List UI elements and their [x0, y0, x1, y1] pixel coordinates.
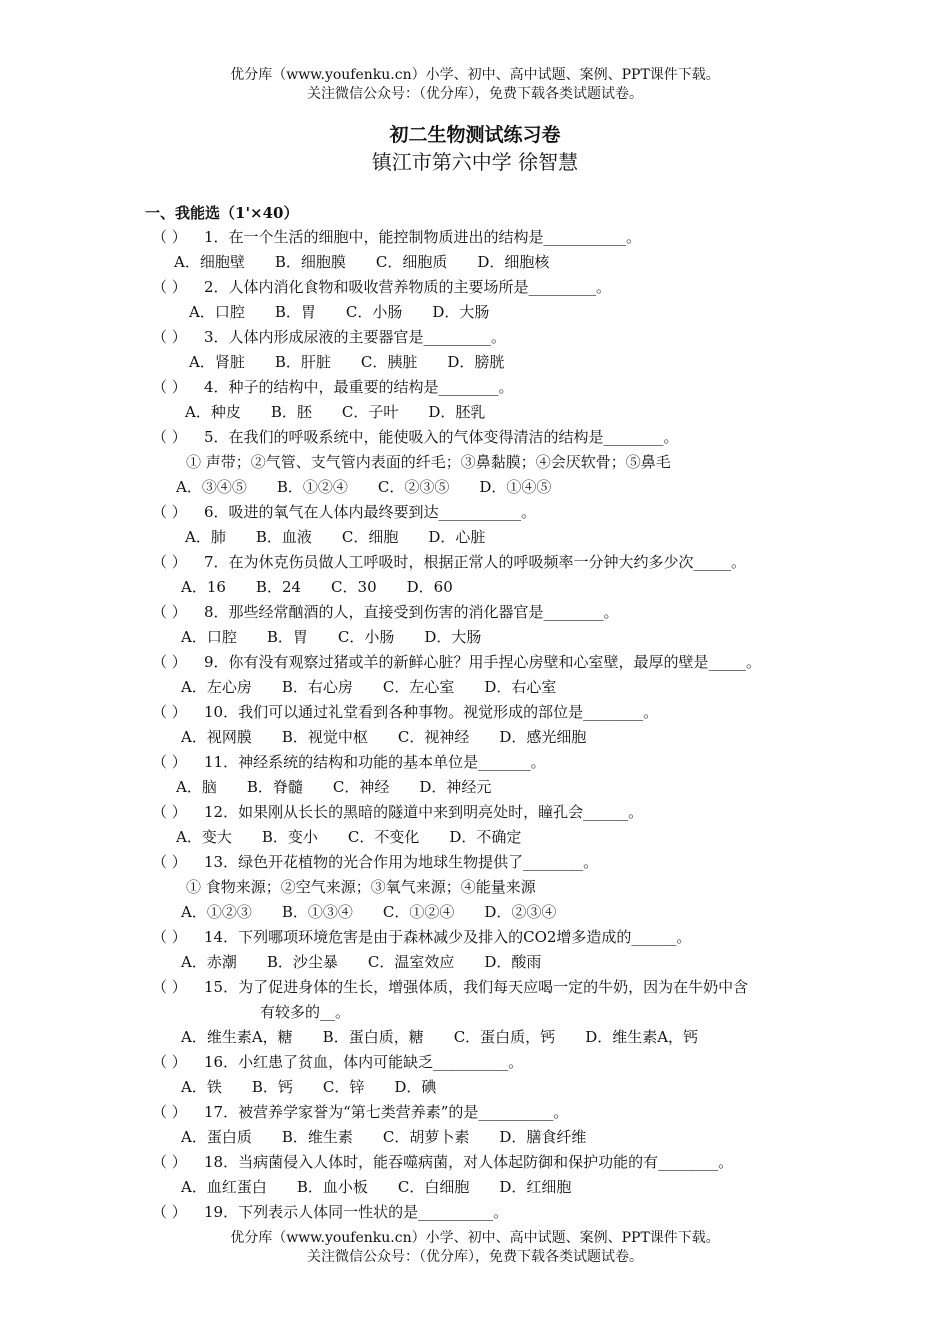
- question-text: 18．当病菌侵入人体时，能吞噬病菌，对人体起防御和保护功能的有________。: [204, 1153, 734, 1171]
- option-a[interactable]: A．16: [181, 578, 226, 596]
- question-7: [152, 550, 872, 575]
- option-d[interactable]: D．胚乳: [428, 403, 486, 421]
- option-row: [152, 1075, 872, 1100]
- option-row: [152, 475, 872, 500]
- option-b[interactable]: B．胚: [270, 403, 312, 421]
- option-a[interactable]: A．维生素A，糖: [181, 1028, 293, 1046]
- section-title: 一、我能选（1'×40）: [145, 204, 299, 222]
- option-row: [152, 725, 872, 750]
- option-a[interactable]: A．视网膜: [181, 728, 252, 746]
- option-d[interactable]: D．神经元: [419, 778, 492, 796]
- page-header: [0, 66, 950, 104]
- question-text: 5．在我们的呼吸系统中，能使吸入的气体变得清洁的结构是________。: [204, 428, 679, 446]
- question-text: 2．人体内消化食物和吸收营养物质的主要场所是_________。: [204, 278, 612, 296]
- option-b[interactable]: B．蛋白质，糖: [322, 1028, 424, 1046]
- option-c[interactable]: C．30: [331, 578, 377, 596]
- question-text: 12．如果刚从长长的黑暗的隧道中来到明亮处时，瞳孔会______。: [204, 803, 644, 821]
- question-text: 14．下列哪项环境危害是由于森林减少及排入的CO2增多造成的______。: [204, 928, 692, 946]
- answer-blank[interactable]: （ ）: [152, 328, 187, 346]
- option-c[interactable]: C．神经: [332, 778, 390, 796]
- option-b[interactable]: B．维生素: [281, 1128, 353, 1146]
- option-d[interactable]: D．膳食纤维: [499, 1128, 587, 1146]
- answer-blank[interactable]: （ ）: [152, 1153, 187, 1171]
- option-d[interactable]: D．①④⑤: [479, 478, 552, 496]
- option-row: [152, 900, 872, 925]
- option-a[interactable]: A．①②③: [181, 903, 252, 921]
- question-1: [152, 225, 872, 250]
- answer-blank[interactable]: （ ）: [152, 1053, 187, 1071]
- option-c[interactable]: C．②③⑤: [377, 478, 450, 496]
- question-text: 16．小红患了贫血，体内可能缺乏__________。: [204, 1053, 524, 1071]
- answer-blank[interactable]: （ ）: [152, 603, 187, 621]
- option-row: [152, 1025, 872, 1050]
- page-subtitle: 镇江市第六中学 徐智慧: [371, 150, 579, 174]
- question-continuation: 有较多的__。: [260, 1003, 351, 1021]
- option-b[interactable]: B．血小板: [296, 1178, 368, 1196]
- answer-blank[interactable]: （ ）: [152, 978, 187, 996]
- option-a[interactable]: A．细胞壁: [174, 253, 245, 271]
- option-c[interactable]: C．胰脏: [360, 353, 418, 371]
- question-10: [152, 700, 872, 725]
- option-d[interactable]: D．碘: [394, 1078, 437, 1096]
- option-a[interactable]: A．血红蛋白: [181, 1178, 267, 1196]
- option-c[interactable]: C．胡萝卜素: [382, 1128, 470, 1146]
- option-row: [152, 300, 872, 325]
- question-text: 1．在一个生活的细胞中，能控制物质进出的结构是___________。: [204, 228, 642, 246]
- option-d[interactable]: D．红细胞: [499, 1178, 572, 1196]
- question-4: [152, 375, 872, 400]
- answer-blank[interactable]: （ ）: [152, 753, 187, 771]
- option-b[interactable]: B．①③④: [281, 903, 353, 921]
- answer-blank[interactable]: （ ）: [152, 653, 187, 671]
- option-c[interactable]: C．左心室: [382, 678, 455, 696]
- option-c[interactable]: C．视神经: [397, 728, 470, 746]
- option-b[interactable]: B．胃: [274, 303, 316, 321]
- option-row: [152, 775, 872, 800]
- option-c[interactable]: C．不变化: [347, 828, 420, 846]
- option-d[interactable]: D．60: [406, 578, 453, 596]
- header-line-2: 关注微信公众号：（优分库），免费下载各类试题试卷。: [307, 86, 643, 102]
- option-d[interactable]: D．②③④: [484, 903, 557, 921]
- option-d[interactable]: D．膀胱: [447, 353, 505, 371]
- option-b[interactable]: B．脊髓: [246, 778, 303, 796]
- question-text: 4．种子的结构中，最重要的结构是________。: [204, 378, 514, 396]
- option-c[interactable]: C．子叶: [341, 403, 399, 421]
- option-b[interactable]: B．24: [255, 578, 302, 596]
- question-6: [152, 500, 872, 525]
- answer-blank[interactable]: （ ）: [152, 1103, 187, 1121]
- option-b[interactable]: B．胃: [266, 628, 308, 646]
- question-16: [152, 1050, 872, 1075]
- question-list: [152, 225, 872, 1225]
- option-d[interactable]: D．感光细胞: [499, 728, 587, 746]
- question-text: 17．被营养学家誉为“第七类营养素”的是__________。: [204, 1103, 569, 1121]
- option-b[interactable]: B．变小: [261, 828, 318, 846]
- option-b[interactable]: B．①②④: [276, 478, 348, 496]
- option-row: [152, 675, 872, 700]
- answer-blank[interactable]: （ ）: [152, 428, 187, 446]
- option-a[interactable]: A．③④⑤: [176, 478, 247, 496]
- question-15: [152, 975, 872, 1000]
- page-title: 初二生物测试练习卷: [389, 124, 561, 146]
- question-text: 9．你有没有观察过猪或羊的新鲜心脏？用手捏心房壁和心室壁，最厚的壁是_____。: [204, 653, 762, 671]
- option-d[interactable]: D．大肠: [432, 303, 490, 321]
- option-d[interactable]: D．酸雨: [484, 953, 542, 971]
- option-a[interactable]: A．变大: [176, 828, 232, 846]
- question-text: 15．为了促进身体的生长，增强体质，我们每天应喝一定的牛奶，因为在牛奶中含: [204, 978, 749, 996]
- answer-blank[interactable]: （ ）: [152, 503, 187, 521]
- option-b[interactable]: B．血液: [255, 528, 312, 546]
- header-line-1: 优分库（www.youfenku.cn）小学、初中、高中试题、案例、PPT课件下载。: [230, 67, 720, 83]
- question-17: [152, 1100, 872, 1125]
- option-c[interactable]: C．细胞质: [375, 253, 448, 271]
- option-row: [152, 400, 872, 425]
- option-b[interactable]: B．肝脏: [274, 353, 331, 371]
- option-a[interactable]: A．肾脏: [189, 353, 245, 371]
- option-a[interactable]: A．种皮: [185, 403, 241, 421]
- question-statements: ① 食物来源；②空气来源；③氧气来源；④能量来源: [186, 878, 536, 896]
- answer-blank[interactable]: （ ）: [152, 703, 187, 721]
- option-b[interactable]: B．细胞膜: [274, 253, 346, 271]
- question-8: [152, 600, 872, 625]
- option-c[interactable]: C．蛋白质，钙: [453, 1028, 556, 1046]
- question-19: [152, 1200, 872, 1225]
- question-text: 7．在为休克伤员做人工呼吸时，根据正常人的呼吸频率一分钟大约多少次_____。: [204, 553, 747, 571]
- option-a[interactable]: A．左心房: [181, 678, 252, 696]
- option-row: [152, 825, 872, 850]
- option-c[interactable]: C．小肠: [345, 303, 403, 321]
- option-d[interactable]: D．右心室: [484, 678, 557, 696]
- option-d[interactable]: D．不确定: [449, 828, 522, 846]
- question-text: 11．神经系统的结构和功能的基本单位是_______。: [204, 753, 546, 771]
- option-c[interactable]: C．①②④: [382, 903, 455, 921]
- question-text: 8．那些经常酗酒的人，直接受到伤害的消化器官是________。: [204, 603, 619, 621]
- option-row: [152, 1175, 872, 1200]
- option-b[interactable]: B．视觉中枢: [281, 728, 368, 746]
- question-11: [152, 750, 872, 775]
- question-text: 13．绿色开花植物的光合作用为地球生物提供了________。: [204, 853, 599, 871]
- answer-blank[interactable]: （ ）: [152, 228, 187, 246]
- answer-blank[interactable]: （ ）: [152, 278, 187, 296]
- footer-line-1: 优分库（www.youfenku.cn）小学、初中、高中试题、案例、PPT课件下载。: [230, 1230, 720, 1246]
- option-a[interactable]: A．铁: [181, 1078, 222, 1096]
- option-row: [152, 625, 872, 650]
- question-18: [152, 1150, 872, 1175]
- page-footer: [0, 1229, 950, 1267]
- question-3: [152, 325, 872, 350]
- question-5: [152, 425, 872, 450]
- question-13: [152, 850, 872, 875]
- option-b[interactable]: B．右心房: [281, 678, 353, 696]
- option-b[interactable]: B．钙: [251, 1078, 293, 1096]
- answer-blank[interactable]: （ ）: [152, 803, 187, 821]
- option-a[interactable]: A．赤潮: [181, 953, 237, 971]
- answer-blank[interactable]: （ ）: [152, 928, 187, 946]
- option-c[interactable]: C．细胞: [341, 528, 399, 546]
- option-c[interactable]: C．温室效应: [367, 953, 455, 971]
- option-a[interactable]: A．肺: [185, 528, 226, 546]
- question-text: 6．吸进的氧气在人体内最终要到达___________。: [204, 503, 537, 521]
- question-text: 3．人体内形成尿液的主要器官是_________。: [204, 328, 507, 346]
- question-text: 19．下列表示人体同一性状的是__________。: [204, 1203, 509, 1221]
- answer-blank[interactable]: （ ）: [152, 1203, 187, 1221]
- question-statements: ① 声带；②气管、支气管内表面的纤毛；③鼻黏膜；④会厌软骨；⑤鼻毛: [186, 453, 671, 471]
- option-a[interactable]: A．口腔: [189, 303, 245, 321]
- option-a[interactable]: A．脑: [176, 778, 217, 796]
- answer-blank[interactable]: （ ）: [152, 553, 187, 571]
- question-14: [152, 925, 872, 950]
- option-a[interactable]: A．蛋白质: [181, 1128, 252, 1146]
- answer-blank[interactable]: （ ）: [152, 853, 187, 871]
- option-row: [152, 250, 872, 275]
- option-row: [152, 350, 872, 375]
- answer-blank[interactable]: （ ）: [152, 378, 187, 396]
- option-row: [152, 575, 872, 600]
- option-c[interactable]: C．锌: [322, 1078, 365, 1096]
- option-row: [152, 1125, 872, 1150]
- option-d[interactable]: D．维生素A，钙: [585, 1028, 699, 1046]
- option-row: [152, 950, 872, 975]
- question-9: [152, 650, 872, 675]
- option-d[interactable]: D．细胞核: [477, 253, 550, 271]
- option-d[interactable]: D．心脏: [428, 528, 486, 546]
- option-c[interactable]: C．小肠: [337, 628, 395, 646]
- footer-line-2: 关注微信公众号：（优分库），免费下载各类试题试卷。: [307, 1249, 643, 1265]
- question-2: [152, 275, 872, 300]
- option-d[interactable]: D．大肠: [424, 628, 482, 646]
- option-c[interactable]: C．白细胞: [397, 1178, 470, 1196]
- option-a[interactable]: A．口腔: [181, 628, 237, 646]
- option-row: [152, 525, 872, 550]
- question-text: 10．我们可以通过礼堂看到各种事物。视觉形成的部位是________。: [204, 703, 659, 721]
- question-12: [152, 800, 872, 825]
- option-b[interactable]: B．沙尘暴: [266, 953, 338, 971]
